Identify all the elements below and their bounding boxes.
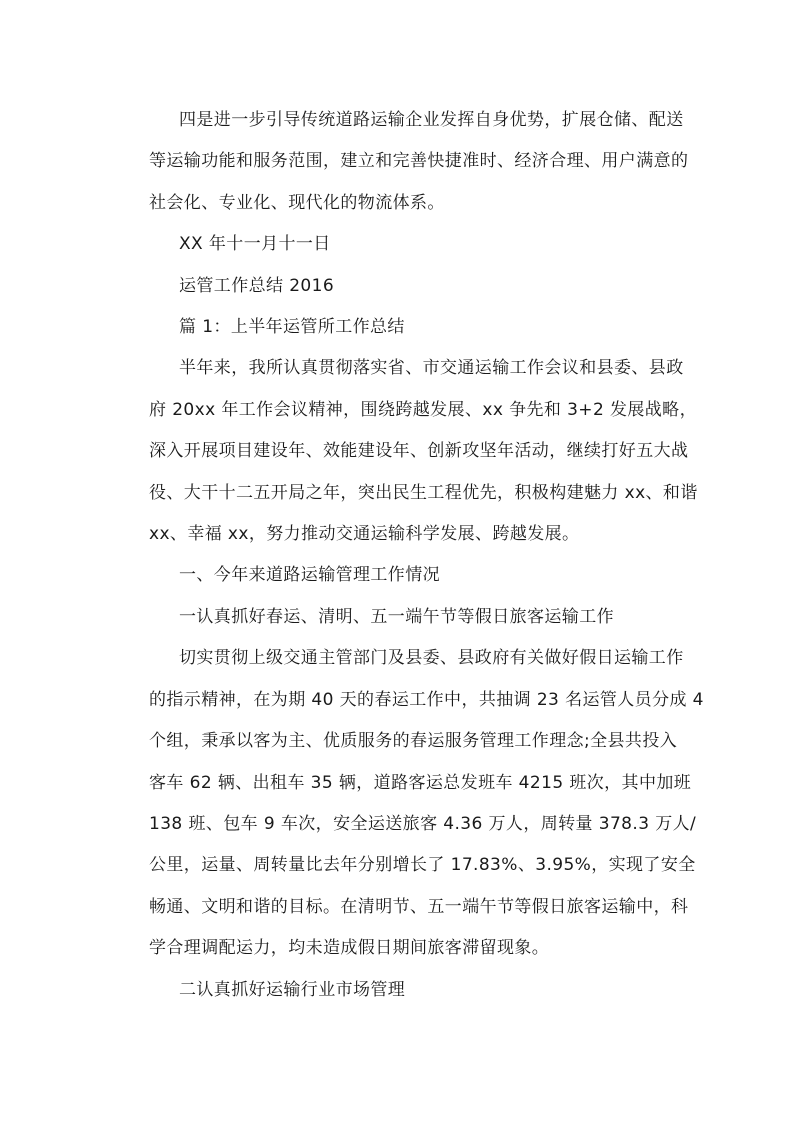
- text-line: 篇 1：上半年运管所工作总结: [179, 317, 405, 338]
- text-line: XX 年十一月十一日: [179, 234, 331, 255]
- subheading-1: [119, 555, 675, 596]
- text-line: 个组，秉承以客为主、优质服务的春运服务管理工作理念;全县共投入: [149, 731, 678, 752]
- text-line: 半年来，我所认真贯彻落实省、市交通运输工作会议和县委、县政: [179, 358, 684, 379]
- text-line: 一、今年来道路运输管理工作情况: [179, 565, 440, 586]
- text-line: 深入开展项目建设年、效能建设年、创新攻坚年活动，继续打好五大战: [149, 441, 689, 462]
- subheading-1-1: [119, 597, 675, 638]
- text-line: 切实贯彻上级交通主管部门及县委、县政府有关做好假日运输工作: [179, 648, 684, 669]
- paragraph-logistics: [119, 100, 689, 224]
- text-line: 二认真抓好运输行业市场管理: [179, 979, 406, 1000]
- text-line: 一认真抓好春运、清明、五一端午节等假日旅客运输工作: [179, 606, 614, 627]
- text-line: xx、幸福 xx，努力推动交通运输科学发展、跨越发展。: [149, 524, 580, 545]
- date-line: [119, 224, 675, 265]
- section-heading: [119, 307, 675, 348]
- text-line: 等运输功能和服务范围，建立和完善快捷准时、经济合理、用户满意的: [149, 151, 689, 172]
- text-line: 社会化、专业化、现代化的物流体系。: [149, 192, 445, 213]
- document-title: [119, 266, 675, 307]
- text-line: 府 20xx 年工作会议精神，围绕跨越发展、xx 争先和 3+2 发展战略，: [149, 399, 697, 420]
- paragraph-spring-transport: [119, 638, 704, 969]
- text-line: 学合理调配运力，均未造成假日期间旅客滞留现象。: [149, 938, 550, 959]
- text-line: 客车 62 辆、出租车 35 辆，道路客运总发班车 4215 班次，其中加班: [149, 772, 692, 793]
- subheading-1-2: [119, 970, 675, 1011]
- text-line: 公里，运量、周转量比去年分别增长了 17.83%、3.95%，实现了安全: [149, 855, 696, 876]
- text-line: 运管工作总结 2016: [179, 275, 335, 296]
- text-line: 的指示精神，在为期 40 天的春运工作中，共抽调 23 名运管人员分成 4: [149, 689, 704, 710]
- text-line: 役、大干十二五开局之年，突出民生工程优先，积极构建魅力 xx、和谐: [149, 482, 698, 503]
- text-line: 四是进一步引导传统道路运输企业发挥自身优势，扩展仓储、配送: [179, 110, 684, 130]
- text-line: 138 班、包车 9 车次，安全运送旅客 4.36 万人，周转量 378.3 万人/: [149, 813, 697, 834]
- paragraph-intro: [119, 348, 698, 555]
- document-body: [119, 100, 704, 1011]
- text-line: 畅通、文明和谐的目标。在清明节、五一端午节等假日旅客运输中，科: [149, 896, 689, 917]
